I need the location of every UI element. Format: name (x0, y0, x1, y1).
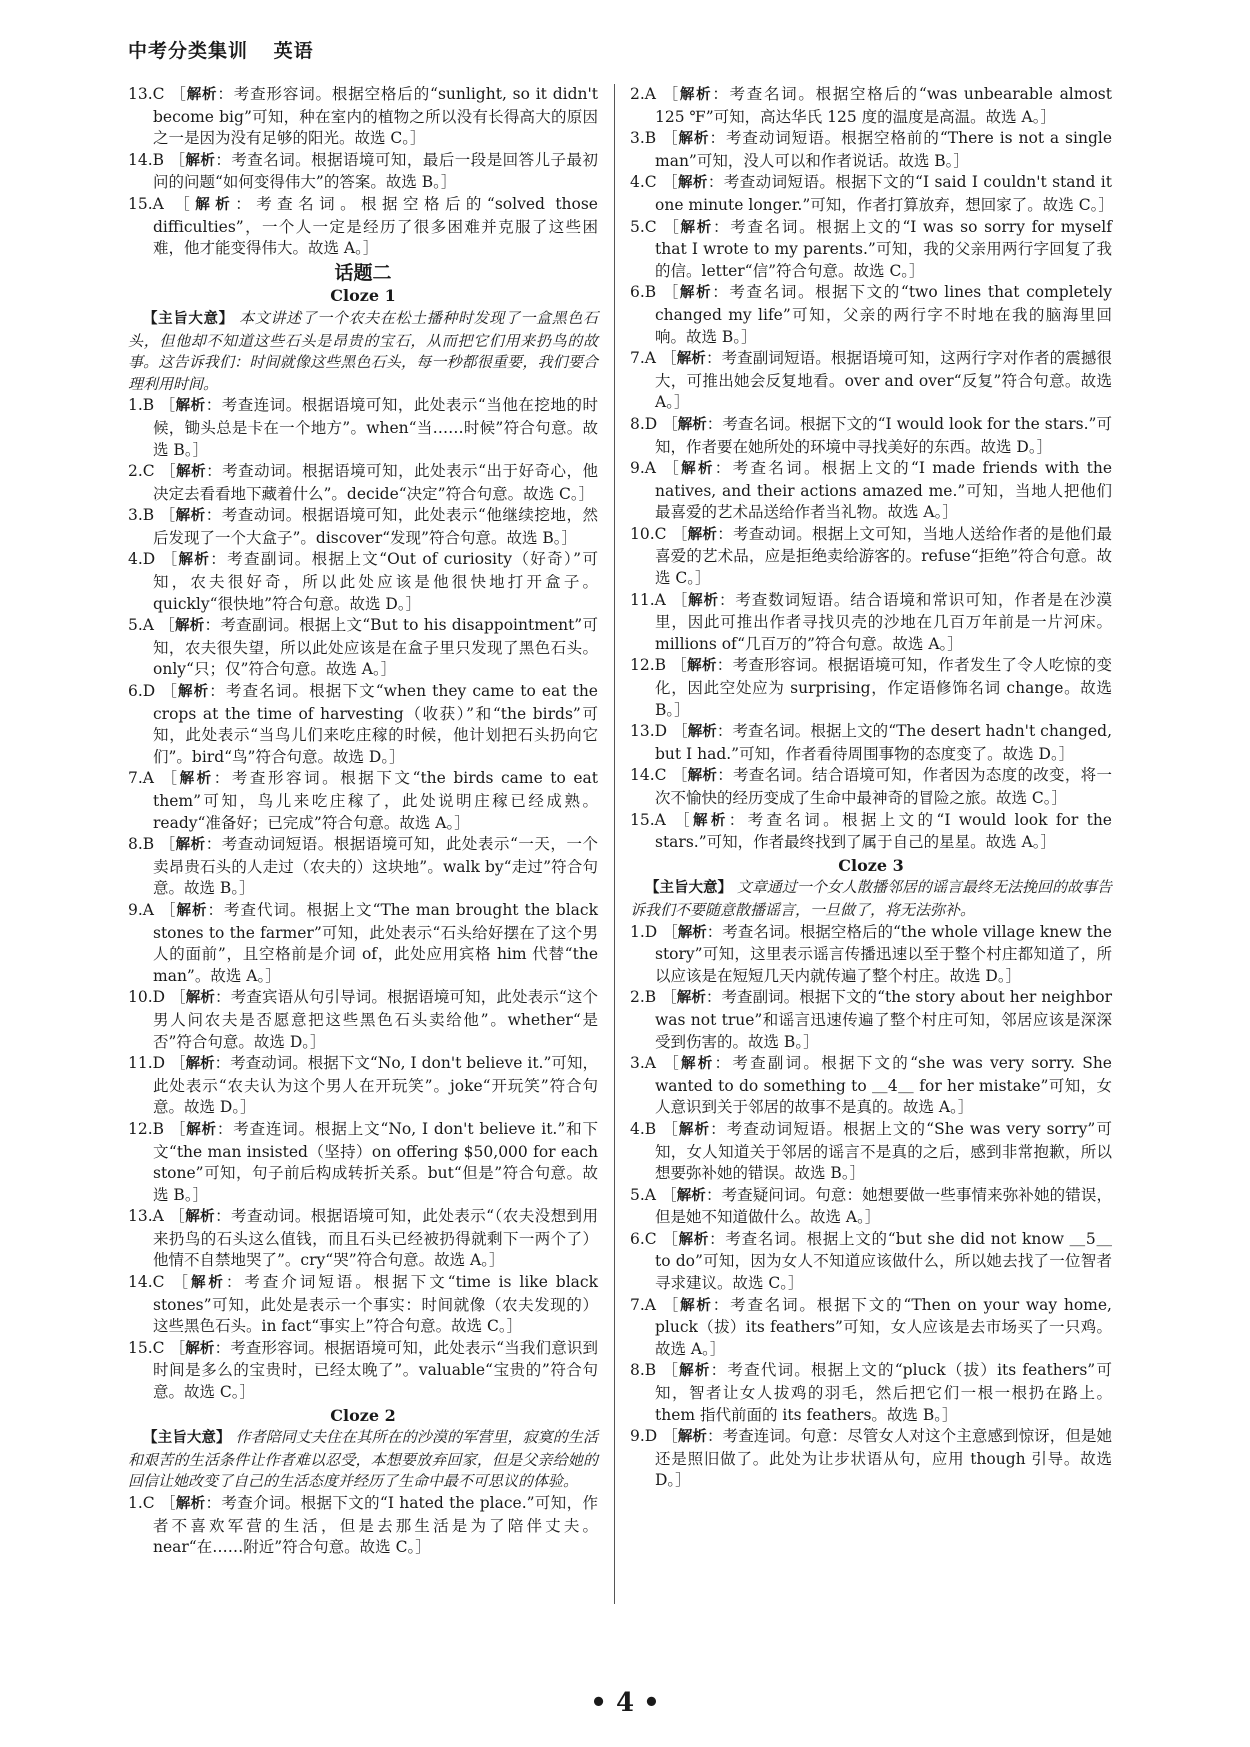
bracket-open: ［ (663, 1054, 681, 1073)
answer-choice: B (654, 656, 667, 675)
answer-choice: A (152, 194, 164, 213)
bracket-open: ［ (161, 550, 179, 569)
answer-choice: B (152, 1119, 165, 1138)
question-number: 1. (128, 396, 143, 415)
question-number: 11. (128, 1054, 153, 1073)
question-number: 4. (630, 1119, 645, 1138)
answer-choice: C (644, 1229, 657, 1248)
analysis-label: 解析 (687, 526, 718, 543)
answer-item: 3.A ［解析：考查副词。根据下文的“she was very sorry. She wanted to do something to ＿4＿ for her mistake”可知，女人意识到关于邻居的故事不是真的。故选 A。］ (630, 1054, 1112, 1117)
answer-choice: A (654, 590, 666, 609)
explanation-text: 考查名词。根据上文的“but she did not know ＿5＿ to do”可知，因为女人不知道应该做什么，所以她去找了一位智者寻求建议。故选 C。］ (655, 1229, 1112, 1293)
explanation-text: 考查名词。根据下文的“I would look for the stars.”可知，作者要在她所处的环境中寻找美好的东西。故选 D。］ (655, 414, 1112, 456)
question-number: 6. (128, 682, 143, 701)
answer-choice: B (644, 283, 657, 302)
explanation-text: 考查动词。根据下文“No, I don't believe it.”可知，此处表示“农夫认为这个男人在开玩笑”。joke“开玩笑”符合句意。故选 D。］ (153, 1054, 598, 1117)
explanation-text: 考查形容词。根据下文“the birds came to eat them”可知，鸟儿来吃庄稼了，此处说明庄稼已经成熟。ready“准备好；已完成”符合句意。故选 A。］ (153, 769, 598, 832)
answer-choice: C (152, 1338, 165, 1357)
analysis-label: 解析 (676, 1187, 706, 1204)
answer-choice: A (142, 769, 154, 788)
question-number: 15. (128, 194, 153, 213)
answer-choice: C (644, 173, 657, 192)
bracket-open: ［ (159, 900, 177, 919)
bracket-open: ［ (674, 810, 694, 829)
question-number: 3. (630, 1054, 645, 1073)
answer-choice: A (644, 85, 656, 103)
explanation-text: 考查副词。根据下文的“she was very sorry. She wanted to do something to ＿4＿ for her mistake”可知，女人意识到关于邻居的故事不是真的。故选 A。］ (655, 1054, 1112, 1117)
explanation-text: 考查疑问词。句意：她想要做一些事情来弥补她的错误，但是她不知道做什么。故选 A。］ (655, 1185, 1112, 1227)
bracket-open: ［ (170, 1054, 186, 1073)
explanation-text: 考查连词。句意：尽管女人对这个主意感到惊讶，但是她还是照旧做了。此处为让步状语从句，应用 though 引导。故选 D。］ (655, 1427, 1112, 1490)
analysis-label: 解析 (679, 87, 713, 103)
answer-choice: B (142, 396, 155, 415)
bracket-open: ［ (661, 988, 677, 1007)
question-number: 5. (128, 616, 143, 635)
question-number: 14. (128, 1273, 153, 1292)
question-number: 8. (630, 1361, 645, 1380)
answer-choice: A (644, 1295, 656, 1314)
analysis-label: 解析 (177, 684, 210, 701)
explanation-text: 考查数词短语。结合语境和常识可知，作者是在沙漠里，因此可推出作者寻找贝壳的沙地在几百万年前是一片河床。millions of“几百万的”符合句意。故选 A。］ (655, 590, 1112, 653)
explanation-text: 考查名词。根据上文的“I was so sorry for myself that I wrote to my parents.”可知，我的父亲用两行字回复了我的信。letter“信”符合句意。故选 C。］ (655, 217, 1112, 280)
analysis-label: 解析 (186, 1121, 217, 1138)
question-number: 3. (630, 129, 645, 148)
answer-item: 1.C ［解析：考查介词。根据下文的“I hated the place.”可知，作者不喜欢军营的生活，但是去那生活是为了陪伴丈夫。near“在……附近”符合句意。故选 C。］ (128, 1494, 598, 1557)
explanation-text: 考查代词。根据上文的“pluck（拔）its feathers”可知，智者让女人拔鸡的羽毛，然后把它们一根一根扔在路上。them 指代前面的 its feathers。故选 B。］ (655, 1361, 1112, 1424)
subject-label: 英语 (273, 40, 314, 62)
answer-item: 8.B ［解析：考查代词。根据上文的“pluck（拔）its feathers”可知，智者让女人拔鸡的羽毛，然后把它们一根一根扔在路上。them 指代前面的 its feathers。故选 B。］ (630, 1361, 1112, 1424)
answer-choice: B (644, 129, 657, 148)
analysis-label: 解析 (678, 1121, 711, 1138)
bracket-open: ［ (662, 922, 678, 941)
answer-item: 5.A ［解析：考查副词。根据上文“But to his disappointment”可知，农夫很失望，所以此处应该是在盒子里只发现了黑色石头。only“只；仅”符合句意。故选 A。］ (128, 616, 598, 679)
answer-item: 1.B ［解析：考查连词。根据语境可知，此处表示“当他在挖地的时候，锄头总是卡在一个地方”。when“当……时候”符合句意。故选 B。］ (128, 396, 598, 459)
explanation-text: 考查动词短语。根据空格前的“There is not a single man”可知，没人可以和作者说话。故选 B。］ (655, 129, 1113, 170)
answer-choice: A (644, 349, 656, 368)
answer-item: 3.B ［解析：考查动词。根据语境可知，此处表示“他继续挖地，然后发现了一个大盒子”。discover“发现”符合句意。故选 B。］ (128, 506, 598, 547)
answer-choice: D (152, 1054, 166, 1073)
analysis-label: 解析 (681, 461, 715, 478)
analysis-label: 解析 (679, 1363, 711, 1380)
explanation-text: 考查代词。根据上文“The man brought the black stones to the farmer”可知，此处表示“石头给好摆在了这个男人的面前”，且空格前是介词 of，此处应用宾格 him 代替“the man”。故选 A。］ (153, 900, 598, 985)
bracket-open: ［ (159, 396, 176, 415)
answer-item: 6.C ［解析：考查名词。根据上文的“but she did not know ＿5＿ to do”可知，因为女人不知道应该做什么，所以她去找了一位智者寻求建议。故选 C。］ (630, 1229, 1112, 1293)
analysis-label: 解析 (185, 152, 216, 169)
explanation-text: 考查名词。根据上文的“I would look for the stars.”可知，作者最终找到了属于自己的星星。故选 A。］ (655, 810, 1112, 852)
analysis-label: 解析 (175, 1496, 206, 1512)
bracket-open: ［ (671, 656, 688, 675)
question-number: 3. (128, 506, 143, 525)
analysis-label: 解析 (185, 1209, 216, 1226)
analysis-label: 解析 (175, 508, 206, 525)
page-number: • 4 • (590, 1688, 660, 1718)
analysis-label: 解析 (176, 902, 208, 919)
question-number: 13. (128, 85, 153, 103)
question-number: 7. (128, 769, 143, 788)
bracket-open: ［ (663, 217, 681, 236)
answer-item: 13.C ［解析：考查形容词。根据空格后的“sunlight, so it didn't become big”可知，种在室内的植物之所以没有长得高大的原因之一是因为没有足够的阳光。故选 C。］ (128, 85, 598, 148)
bracket-open: ［ (662, 1427, 678, 1446)
bracket-open: ［ (663, 459, 682, 478)
answer-item: 1.D ［解析：考查名词。根据空格后的“the whole village knew the story”可知，这里表示谣言传播迅速以至于整个村庄都知道了，所以应该是在短短几天内就传遍了整个村庄。故选 D。］ (630, 922, 1112, 985)
bracket-open: ［ (170, 85, 187, 103)
bracket-open: ［ (661, 1185, 677, 1204)
question-number: 6. (630, 1229, 645, 1248)
bracket-open: ［ (671, 524, 688, 543)
bracket-open: ［ (662, 129, 679, 148)
question-number: 8. (630, 414, 645, 433)
answer-choice: A (644, 1054, 656, 1073)
explanation-text: 考查形容词。根据语境可知，作者发生了令人吃惊的变化，因此空处应为 surprising，作定语修饰名词 change。故选 B。］ (655, 656, 1112, 719)
answer-item: 5.A ［解析：考查疑问词。句意：她想要做一些事情来弥补她的错误，但是她不知道做什么。故选 A。］ (630, 1185, 1112, 1227)
main-idea-summary (128, 1427, 598, 1493)
analysis-label: 解析 (676, 351, 706, 368)
answer-choice: B (644, 988, 657, 1007)
answer-item: 13.A ［解析：考查动词。根据语境可知，此处表示“（农夫没想到用来扔鸟的石头这么值钱，而且石头已经被扔得就剩下一两个了）他情不自禁地哭了”。cry“哭”符合句意。故选 A。］ (128, 1207, 598, 1270)
explanation-text: 考查名词。根据空格后的“was unbearable almost 125 ℉”可知，高达华氏 125 度的温度是高温。故选 A。］ (655, 85, 1112, 126)
answer-choice: D (644, 922, 658, 941)
explanation-text: 考查介词。根据下文的“I hated the place.”可知，作者不喜欢军营的生活，但是去那生活是为了陪伴丈夫。near“在……附近”符合句意。故选 C。］ (153, 1494, 598, 1557)
analysis-label: 解析 (185, 1056, 215, 1073)
summary-label: 【主旨大意】 (645, 880, 733, 897)
answer-choice: B (644, 1119, 657, 1138)
answer-item: 8.B ［解析：考查动词短语。根据语境可知，此处表示“一天，一个卖昂贵石头的人走过（农夫的）这块地”。walk by“走过”符合句意。故选 B。］ (128, 835, 598, 898)
answer-choice: D (654, 722, 668, 741)
answer-item: 10.C ［解析：考查动词。根据上文可知，当地人送给作者的是他们最喜爱的艺术品，应是拒绝卖给游客的。refuse“拒绝”符合句意。故选 C。］ (630, 524, 1112, 588)
analysis-label: 解析 (677, 416, 707, 433)
summary-text: 作者陪同丈夫住在其所在的沙漠的军营里，寂寞的生活和艰苦的生活条件让作者难以忍受，本想要放弃回家，但是父亲给她的回信让她改变了自己的生活态度并经历了生命中最不可思议的体验。 (128, 1428, 598, 1491)
answer-item: 4.B ［解析：考查动词短语。根据上文的“She was very sorry”可知，女人知道关于邻居的谣言不是真的之后，感到非常抱歉，所以想要弥补她的错误。故选 B。］ (630, 1119, 1112, 1183)
answer-item: 3.B ［解析：考查动词短语。根据空格前的“There is not a single man”可知，没人可以和作者说话。故选 B。］ (630, 129, 1113, 170)
analysis-label: 解析 (678, 131, 710, 148)
answer-item: 9.A ［解析：考查名词。根据上文的“I made friends with the natives, and their actions amazed me.”可知，当地人把他们最喜爱的艺术品送给作者当礼物。故选 A。］ (630, 459, 1112, 522)
analysis-label: 解析 (687, 658, 717, 675)
question-number: 5. (630, 217, 645, 236)
answer-choice: C (654, 766, 667, 785)
analysis-label: 解析 (195, 196, 236, 213)
bracket-open: ［ (662, 85, 680, 103)
question-number: 13. (630, 722, 655, 741)
explanation-text: 考查名词。根据下文“when they came to eat the crops at the time of harvesting（收获）”和“the birds”可知，此处表示“当鸟儿们来吃庄稼的时候，他计划把石头扔向它们”。bird“鸟”符合句意。故选 D。］ (153, 682, 598, 766)
explanation-text: 考查形容词。根据语境可知，此处表示“当我们意识到时间是多么的宝贵时，已经太晚了”。valuable“宝贵的”符合句意。故选 C。］ (153, 1338, 598, 1402)
answer-choice: A (142, 616, 154, 635)
explanation-text: 考查副词。根据上文“But to his disappointment”可知，农夫很失望，所以此处应该是在盒子里只发现了黑色石头。only“只；仅”符合句意。故选 A。］ (153, 616, 598, 679)
analysis-label: 解析 (185, 1340, 215, 1357)
analysis-label: 解析 (176, 464, 207, 481)
answer-item: 6.D ［解析：考查名词。根据下文“when they came to eat the crops at the time of harvesting（收获）”和“the birds”可知，此处表示“当鸟儿们来吃庄稼的时候，他计划把石头扔向它们”。bird“鸟”符合句意。故选 D。］ (128, 682, 598, 766)
answer-item: 2.C ［解析：考查动词。根据语境可知，此处表示“出于好奇心，他决定去看看地下藏着什么”。decide“决定”符合句意。故选 C。］ (128, 462, 598, 503)
answer-choice: C (152, 1273, 165, 1292)
question-number: 14. (128, 150, 153, 169)
answer-item: 4.C ［解析：考查动词短语。根据下文的“I said I couldn't stand it one minute longer.”可知，作者打算放弃，想回家了。故选 C。］ (630, 173, 1114, 214)
question-number: 6. (630, 283, 645, 302)
question-number: 9. (630, 1427, 645, 1446)
answer-item: 15.C ［解析：考查形容词。根据语境可知，此处表示“当我们意识到时间是多么的宝贵时，已经太晚了”。valuable“宝贵的”符合句意。故选 C。］ (128, 1338, 598, 1402)
answer-item: 14.C ［解析：考查名词。结合语境可知，作者因为态度的改变，将一次不愉快的经历变成了生命中最神奇的冒险之旅。故选 C。］ (630, 766, 1112, 807)
answer-choice: D (142, 682, 156, 701)
explanation-text: 考查动词短语。根据上文的“She was very sorry”可知，女人知道关于邻居的谣言不是真的之后，感到非常抱歉，所以想要弥补她的错误。故选 B。］ (655, 1119, 1112, 1183)
question-number: 9. (128, 900, 143, 919)
answer-choice: A (654, 810, 666, 829)
answer-choice: D (644, 414, 658, 433)
analysis-label: 解析 (175, 837, 206, 854)
bracket-open: ［ (172, 1273, 191, 1292)
explanation-text: 考查动词短语。根据语境可知，此处表示“一天，一个卖昂贵石头的人走过（农夫的）这块地”。walk by“走过”符合句意。故选 B。］ (153, 835, 598, 898)
explanation-text: 考查形容词。根据空格后的“sunlight, so it didn't become big”可知，种在室内的植物之所以没有长得高大的原因之一是因为没有足够的阳光。故选 C。］ (153, 85, 598, 148)
question-number: 7. (630, 1295, 645, 1314)
bracket-open: ［ (672, 722, 688, 741)
question-number: 12. (128, 1119, 153, 1138)
bracket-open: ［ (661, 349, 677, 368)
question-number: 10. (128, 988, 153, 1007)
answer-item: 7.A ［解析：考查形容词。根据下文“the birds came to eat them”可知，鸟儿来吃庄稼了，此处说明庄稼已经成熟。ready“准备好；已完成”符合句意。故选 A。］ (128, 769, 598, 832)
explanation-text: 考查副词。根据下文的“the story about her neighbor was not true”和谣言迅速传遍了整个村庄可知，邻居应该是深深受到伤害的。故选 B。］ (655, 988, 1112, 1051)
analysis-label: 解析 (693, 812, 729, 829)
question-number: 9. (630, 459, 645, 478)
cloze-heading: Cloze 1 (330, 286, 396, 306)
answer-choice: C (142, 462, 155, 481)
summary-text: 文章通过一个女人散播邻居的谣言最终无法挽回的故事告诉我们不要随意散播谣言，一旦做了，将无法弥补。 (630, 878, 1112, 919)
main-idea-summary (630, 877, 1112, 921)
explanation-text: 考查名词。根据下文的“Then on your way home, pluck（拔）its feathers”可知，女人应该是去市场买了一只鸡。故选 A。］ (655, 1295, 1112, 1358)
bracket-open: ［ (662, 173, 678, 192)
question-number: 2. (630, 988, 645, 1007)
bracket-open: ［ (662, 1295, 681, 1314)
answer-item: 2.A ［解析：考查名词。根据空格后的“was unbearable almost 125 ℉”可知，高达华氏 125 度的温度是高温。故选 A。］ (630, 85, 1112, 126)
analysis-label: 解析 (680, 219, 713, 236)
bracket-open: ［ (159, 1494, 176, 1512)
question-number: 7. (630, 349, 645, 368)
answer-item: 8.D ［解析：考查名词。根据下文的“I would look for the stars.”可知，作者要在她所处的环境中寻找美好的东西。故选 D。］ (630, 414, 1112, 456)
answer-item: 7.A ［解析：考查副词短语。根据语境可知，这两行字对作者的震撼很大，可推出她会反复地看。over and over“反复”符合句意。故选 A。］ (630, 349, 1112, 412)
answer-item: 14.C ［解析：考查介词短语。根据下文“time is like black stones”可知，此处是表示一个事实：时间就像（农夫发现的）这些黑色石头。in fact“事实上”符合句意。故选 C。］ (128, 1273, 598, 1336)
bracket-open: ［ (160, 462, 177, 481)
question-number: 11. (630, 590, 655, 609)
question-number: 15. (630, 810, 655, 829)
analysis-label: 解析 (688, 592, 719, 609)
explanation-text: 考查名词。结合语境可知，作者因为态度的改变，将一次不愉快的经历变成了生命中最神奇的冒险之旅。故选 C。］ (655, 766, 1112, 807)
question-number: 1. (630, 922, 645, 941)
explanation-text: 考查副词。根据上文“Out of curiosity（好奇）”可知，农夫很好奇，所以此处应该是他很快地打开盒子。quickly“很快地”符合句意。故选 D。］ (153, 550, 598, 613)
analysis-label: 解析 (179, 771, 214, 788)
explanation-text: 考查名词。根据空格后的“solved those difficulties”，一个人一定是经历了很多困难并克服了这些困难，他才能变得伟大。故选 A。］ (153, 194, 598, 258)
explanation-text: 考查名词。根据语境可知，最后一段是回答儿子最初问的问题“如何变得伟大”的答案。故选 B。］ (153, 150, 598, 192)
topic-heading: 话题二 (334, 261, 392, 284)
bracket-open: ［ (662, 414, 678, 433)
answer-choice: A (644, 1185, 656, 1204)
question-number: 2. (630, 85, 645, 103)
explanation-text: 考查介词短语。根据下文“time is like black stones”可知，此处是表示一个事实：时间就像（农夫发现的）这些黑色石头。in fact“事实上”符合句意。故选 C。］ (153, 1273, 598, 1336)
cloze-heading: Cloze 3 (838, 855, 904, 875)
answer-item: 6.B ［解析：考查名词。根据下文的“two lines that completely changed my life”可知，父亲的两行字不时地在我的脑海里回响。故选 B。］ (630, 283, 1112, 346)
answer-choice: D (152, 988, 166, 1007)
analysis-label: 解析 (677, 924, 707, 941)
analysis-label: 解析 (677, 1429, 708, 1446)
explanation-text: 考查连词。根据语境可知，此处表示“当他在挖地的时候，锄头总是卡在一个地方”。when“当……时候”符合句意。故选 B。］ (153, 396, 598, 459)
answer-item: 11.D ［解析：考查动词。根据下文“No, I don't believe it.”可知，此处表示“农夫认为这个男人在开玩笑”。joke“开玩笑”符合句意。故选 D。］ (128, 1054, 598, 1117)
explanation-text: 考查动词短语。根据下文的“I said I couldn't stand it one minute longer.”可知，作者打算放弃，想回家了。故选 C。］ (655, 173, 1114, 214)
answer-item: 4.D ［解析：考查副词。根据上文“Out of curiosity（好奇）”可知，农夫很好奇，所以此处应该是他很快地打开盒子。quickly“很快地”符合句意。故选 D。］ (128, 550, 598, 613)
explanation-text: 考查动词。根据语境可知，此处表示“（农夫没想到用来扔鸟的石头这么值钱，而且石头已经被扔得就剩下一两个了）他情不自禁地哭了”。cry“哭”符合句意。故选 A。］ (153, 1207, 598, 1270)
explanation-text: 考查名词。根据上文的“I made friends with the natives, and their actions amazed me.”可知，当地人把他们最喜爱的艺术品送给作者当礼物。故选 A。］ (655, 459, 1112, 522)
analysis-label: 解析 (680, 1056, 715, 1073)
bracket-open: ［ (662, 1361, 680, 1380)
answer-item: 11.A ［解析：考查数词短语。结合语境和常识可知，作者是在沙漠里，因此可推出作者寻找贝壳的沙地在几百万年前是一片河床。millions of“几百万的”符合句意。故选 A。］ (630, 590, 1112, 653)
explanation-text: 考查连词。根据上文“No, I don't believe it.”和下文“the man insisted（坚持）on offering $50,000 for each stone”可知，句子前后构成转折关系。but“但是”符合句意。故选 B。］ (153, 1119, 598, 1204)
bracket-open: ［ (671, 590, 689, 609)
answer-choice: D (142, 550, 156, 569)
explanation-text: 考查名词。根据下文的“two lines that completely changed my life”可知，父亲的两行字不时地在我的脑海里回响。故选 B。］ (655, 283, 1112, 346)
answer-choice: D (644, 1427, 658, 1446)
answer-item: 9.D ［解析：考查连词。句意：尽管女人对这个主意感到惊讶，但是她还是照旧做了。此处为让步状语从句，应用 though 引导。故选 D。］ (630, 1427, 1112, 1490)
bracket-open: ［ (159, 506, 176, 525)
answer-choice: A (142, 900, 154, 919)
bracket-open: ［ (662, 1229, 679, 1248)
explanation-text: 考查名词。根据空格后的“the whole village knew the story”可知，这里表示谣言传播迅速以至于整个村庄都知道了，所以应该是在短短几天内就传遍了整个村庄。故选 D。］ (655, 922, 1112, 985)
right-column (630, 84, 1112, 1492)
bracket-open: ［ (169, 150, 186, 169)
column-divider (614, 84, 615, 1604)
bracket-open: ［ (161, 682, 178, 701)
page-header (128, 36, 332, 63)
question-number: 5. (630, 1185, 645, 1204)
analysis-label: 解析 (678, 1231, 710, 1248)
bracket-open: ［ (169, 1338, 186, 1357)
bracket-open: ［ (170, 988, 186, 1007)
analysis-label: 解析 (687, 768, 718, 785)
explanation-text: 考查动词。根据语境可知，此处表示“他继续挖地，然后发现了一个大盒子”。discover“发现”符合句意。故选 B。］ (153, 506, 598, 547)
summary-text: 本文讲述了一个农夫在松土播种时发现了一盒黑色石头，但他却不知道这些石头是昂贵的宝石，从而把它们用来扔鸟的故事。这告诉我们：时间就像这些黑色石头，每一秒都很重要，我们要合理利用时间。 (128, 308, 598, 393)
question-number: 4. (630, 173, 645, 192)
bracket-open: ［ (671, 766, 688, 785)
answer-choice: C (654, 524, 667, 543)
question-number: 8. (128, 835, 143, 854)
bracket-open: ［ (662, 283, 680, 302)
answer-choice: B (142, 835, 155, 854)
analysis-label: 解析 (680, 1297, 713, 1314)
answer-choice: C (152, 85, 165, 103)
answer-item: 12.B ［解析：考查形容词。根据语境可知，作者发生了令人吃惊的变化，因此空处应为 surprising，作定语修饰名词 change。故选 B。］ (630, 656, 1112, 719)
answer-item: 10.D ［解析：考查宾语从句引导词。根据语境可知，此处表示“这个男人问农夫是否愿意把这些黑色石头卖给他”。whether“是否”符合句意。故选 D。］ (128, 988, 598, 1051)
explanation-text: 考查动词。根据语境可知，此处表示“出于好奇心，他决定去看看地下藏着什么”。decide“决定”符合句意。故选 C。］ (153, 462, 598, 503)
analysis-label: 解析 (677, 175, 708, 192)
answer-choice: A (152, 1207, 164, 1226)
bracket-open: ［ (161, 769, 180, 788)
answer-item: 5.C ［解析：考查名词。根据上文的“I was so sorry for myself that I wrote to my parents.”可知，我的父亲用两行字回复了我的信。letter“信”符合句意。故选 C。］ (630, 217, 1112, 280)
answer-choice: B (142, 506, 155, 525)
bracket-open: ［ (662, 1119, 679, 1138)
question-number: 15. (128, 1338, 153, 1357)
analysis-label: 解析 (185, 990, 216, 1007)
summary-label: 【主旨大意】 (143, 1430, 231, 1447)
bracket-open: ［ (169, 1207, 186, 1226)
answer-choice: C (644, 217, 657, 236)
question-number: 13. (128, 1207, 153, 1226)
answer-item: 7.A ［解析：考查名词。根据下文的“Then on your way home, pluck（拔）its feathers”可知，女人应该是去市场买了一只鸡。故选 A。］ (630, 1295, 1112, 1358)
question-number: 4. (128, 550, 143, 569)
analysis-label: 解析 (679, 285, 713, 302)
answer-item: 13.D ［解析：考查名词。根据上文的“The desert hadn't changed, but I had.”可知，作者看待周围事物的态度变了。故选 D。］ (630, 722, 1113, 763)
explanation-text: 考查名词。根据上文的“The desert hadn't changed, but I had.”可知，作者看待周围事物的态度变了。故选 D。］ (655, 722, 1113, 763)
explanation-text: 考查副词短语。根据语境可知，这两行字对作者的震撼很大，可推出她会反复地看。over and over“反复”符合句意。故选 A。］ (655, 349, 1112, 412)
answer-choice: B (644, 1361, 657, 1380)
answer-choice: B (152, 150, 165, 169)
bracket-open: ［ (159, 835, 176, 854)
answer-item: 2.B ［解析：考查副词。根据下文的“the story about her neighbor was not true”和谣言迅速传遍了整个村庄可知，邻居应该是深深受到伤害的。故选 B。］ (630, 988, 1112, 1051)
book-title: 中考分类集训 (128, 40, 249, 62)
left-column (128, 84, 598, 1559)
answer-item: 9.A ［解析：考查代词。根据上文“The man brought the black stones to the farmer”可知，此处表示“石头给好摆在了这个男人的面前”，且空格前是介词 of，此处应用宾格 him 代替“the man”。故选 A。］ (128, 900, 598, 985)
question-number: 12. (630, 656, 655, 675)
question-number: 14. (630, 766, 655, 785)
analysis-label: 解析 (178, 552, 211, 569)
analysis-label: 解析 (186, 87, 218, 103)
analysis-label: 解析 (676, 990, 706, 1007)
question-number: 2. (128, 462, 143, 481)
summary-label: 【主旨大意】 (143, 310, 234, 327)
answer-item: 15.A ［解析：考查名词。根据上文的“I would look for the stars.”可知，作者最终找到了属于自己的星星。故选 A。］ (630, 810, 1112, 852)
answer-item: 14.B ［解析：考查名词。根据语境可知，最后一段是回答儿子最初问的问题“如何变得伟大”的答案。故选 B。］ (128, 150, 598, 192)
main-idea-summary (128, 308, 598, 395)
analysis-label: 解析 (174, 618, 205, 635)
bracket-open: ［ (169, 1119, 187, 1138)
question-number: 10. (630, 524, 655, 543)
answer-item: 15.A ［解析：考查名词。根据空格后的“solved those difficulties”，一个人一定是经历了很多困难并克服了这些困难，他才能变得伟大。故选 A。］ (128, 194, 598, 258)
analysis-label: 解析 (175, 398, 206, 415)
answer-item: 12.B ［解析：考查连词。根据上文“No, I don't believe it.”和下文“the man insisted（坚持）on offering $50,000 for each stone”可知，句子前后构成转折关系。but“但是”符合句意。故选 B。］ (128, 1119, 598, 1204)
answer-choice: A (644, 459, 656, 478)
question-number: 1. (128, 1494, 143, 1512)
analysis-label: 解析 (190, 1275, 226, 1292)
explanation-text: 考查宾语从句引导词。根据语境可知，此处表示“这个男人问农夫是否愿意把这些黑色石头卖给他”。whether“是否”符合句意。故选 D。］ (153, 988, 598, 1051)
explanation-text: 考查动词。根据上文可知，当地人送给作者的是他们最喜爱的艺术品，应是拒绝卖给游客的。refuse“拒绝”符合句意。故选 C。］ (655, 524, 1112, 588)
cloze-heading: Cloze 2 (330, 1405, 396, 1425)
bracket-open: ［ (174, 194, 196, 213)
answer-choice: C (142, 1494, 155, 1512)
bracket-open: ［ (159, 616, 175, 635)
analysis-label: 解析 (687, 724, 717, 741)
